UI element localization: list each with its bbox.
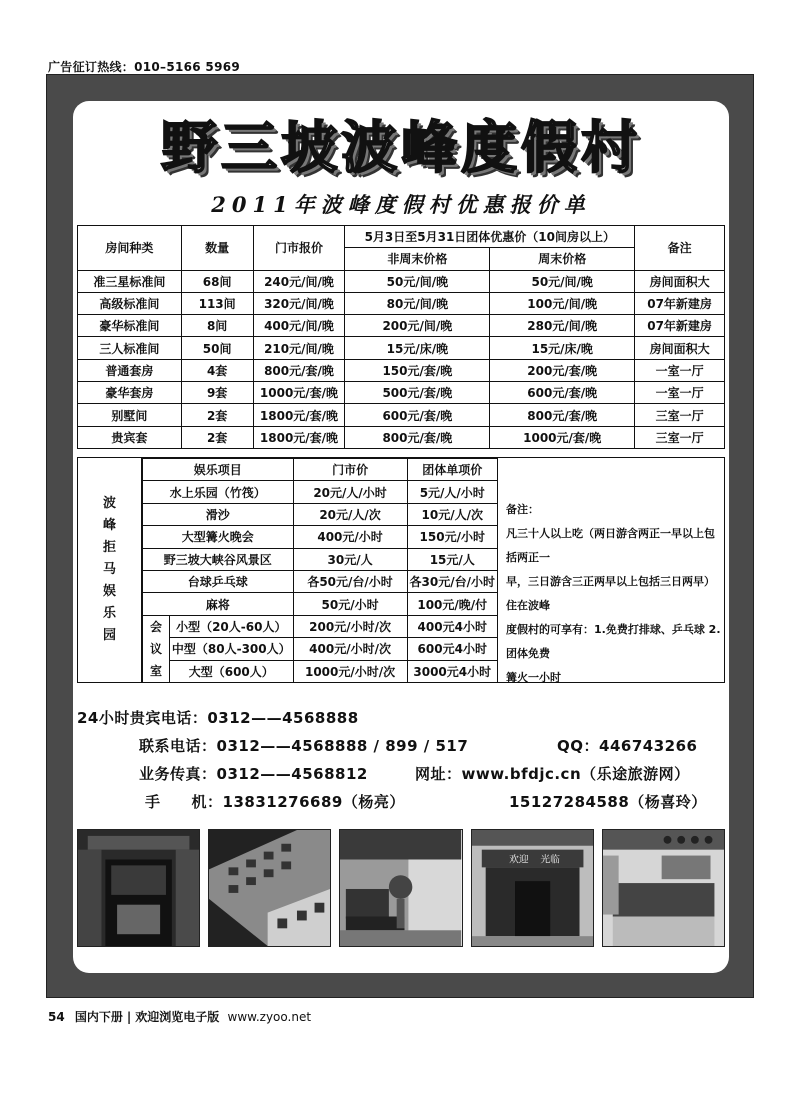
room-rack: 1000元/套/晚 xyxy=(253,382,345,404)
table-row xyxy=(78,404,725,426)
meeting-rack: 200元/小时/次 xyxy=(293,615,407,637)
col-header-group-rate: 5月3日至5月31日团体优惠价（10间房以上） xyxy=(345,226,635,248)
note-title: 备注： xyxy=(506,503,539,516)
meeting-group: 400元4小时 xyxy=(407,615,497,637)
activity-group: 各30元/台/小时 xyxy=(407,570,497,592)
table-row xyxy=(78,382,725,404)
footer-slogan: 欢迎浏览电子版 xyxy=(135,1010,220,1024)
room-type: 准三星标准间 xyxy=(78,270,182,292)
entertainment-section xyxy=(77,457,725,683)
room-weekend: 50元/间/晚 xyxy=(490,270,635,292)
contact-phone-line xyxy=(139,735,468,756)
table-row xyxy=(143,481,498,503)
side-char: 乐 xyxy=(102,606,116,621)
activity-rack: 400元/小时 xyxy=(293,526,407,548)
welcome-sign-text-2: 光临 xyxy=(540,854,560,866)
table-row xyxy=(78,270,725,292)
activity-rack: 20元/人/小时 xyxy=(293,481,407,503)
room-note: 一室一厅 xyxy=(635,359,725,381)
table-row xyxy=(78,315,725,337)
lobby-entrance-photo xyxy=(77,829,200,947)
room-qty: 50间 xyxy=(181,337,253,359)
ad-hotline: 广告征订热线：010–5166 5969 xyxy=(48,60,241,74)
room-weekday: 150元/套/晚 xyxy=(345,359,490,381)
activity-rack: 20元/人/次 xyxy=(293,503,407,525)
col-header-note: 备注 xyxy=(635,226,725,271)
room-type: 豪华标准间 xyxy=(78,315,182,337)
activity-group: 5元/人/小时 xyxy=(407,481,497,503)
room-weekday: 50元/间/晚 xyxy=(345,270,490,292)
col-header-activity: 娱乐项目 xyxy=(143,459,294,481)
room-weekday: 200元/间/晚 xyxy=(345,315,490,337)
page-footer: 54 国内下册 | 欢迎浏览电子版 www.zyoo.net xyxy=(48,1010,312,1024)
room-weekend: 15元/床/晚 xyxy=(490,337,635,359)
hotel-building-photo xyxy=(208,829,331,947)
vip-phone-value: 0312——4568888 xyxy=(207,709,359,727)
meeting-rack: 400元/小时/次 xyxy=(293,638,407,660)
reception-desk-photo xyxy=(602,829,725,947)
activity-name: 水上乐园（竹筏） xyxy=(143,481,294,503)
meeting-size: 小型（20人-60人） xyxy=(169,615,293,637)
vip-phone-line xyxy=(77,707,359,728)
room-type: 别墅间 xyxy=(78,404,182,426)
room-type: 贵宾套 xyxy=(78,426,182,448)
table-row xyxy=(143,638,498,660)
activity-name: 麻将 xyxy=(143,593,294,615)
room-weekday: 600元/套/晚 xyxy=(345,404,490,426)
fax-label: 业务传真： xyxy=(139,765,217,783)
room-rack: 1800元/套/晚 xyxy=(253,426,345,448)
table-row xyxy=(143,526,498,548)
note-line: 凡三十人以上吃（两日游含两正一早以上包括两正一 xyxy=(506,527,715,564)
meeting-char: 室 xyxy=(149,663,162,678)
room-qty: 2套 xyxy=(181,404,253,426)
note-line: 篝火一小时 xyxy=(506,671,561,684)
room-type: 豪华套房 xyxy=(78,382,182,404)
activity-name: 滑沙 xyxy=(143,503,294,525)
activity-group: 100元/晚/付 xyxy=(407,593,497,615)
vip-phone-label: 24小时贵宾电话： xyxy=(77,709,208,727)
room-weekend: 600元/套/晚 xyxy=(490,382,635,404)
room-weekday: 500元/套/晚 xyxy=(345,382,490,404)
room-weekend: 1000元/套/晚 xyxy=(490,426,635,448)
col-header-quantity: 数量 xyxy=(181,226,253,271)
entertainment-park-label xyxy=(78,458,142,682)
ad-card xyxy=(73,101,729,973)
table-row xyxy=(143,615,498,637)
side-char: 园 xyxy=(102,628,116,643)
room-qty: 68间 xyxy=(181,270,253,292)
qq-line xyxy=(557,735,697,756)
mobile-value-2: 15127284588（杨喜玲） xyxy=(509,793,707,811)
table-row xyxy=(143,570,498,592)
note-line: 度假村的可享有：1.免费打排球、乒乓球 2.团体免费 xyxy=(506,623,721,660)
price-list-subtitle: 2011年波峰度假村优惠报价单 xyxy=(211,192,591,217)
website-value: www.bfdjc.cn（乐途旅游网） xyxy=(461,765,690,783)
contact-phone-value: 0312——4568888 / 899 / 517 xyxy=(216,737,469,755)
room-weekend: 800元/套/晚 xyxy=(490,404,635,426)
table-row xyxy=(143,503,498,525)
welcome-sign-text-1: 欢迎 xyxy=(508,854,529,866)
col-header-room-type: 房间种类 xyxy=(78,226,182,271)
meeting-char: 会 xyxy=(149,619,162,634)
room-weekday: 80元/间/晚 xyxy=(345,292,490,314)
col-header-rack-price: 门市价 xyxy=(293,459,407,481)
room-note: 房间面积大 xyxy=(635,337,725,359)
room-weekend: 200元/套/晚 xyxy=(490,359,635,381)
meeting-group: 600元4小时 xyxy=(407,638,497,660)
meeting-rack: 1000元/小时/次 xyxy=(293,660,407,682)
room-type: 高级标准间 xyxy=(78,292,182,314)
mobile-line-2 xyxy=(509,791,707,812)
table-row xyxy=(78,426,725,448)
website-line xyxy=(415,763,690,784)
resort-brand-title: 野三坡波峰度假村 xyxy=(161,115,641,181)
fax-value: 0312——4568812 xyxy=(216,765,368,783)
col-header-group-price: 团体单项价 xyxy=(407,459,497,481)
fax-line xyxy=(139,763,368,784)
table-row xyxy=(78,292,725,314)
col-header-weekend: 周末价格 xyxy=(490,248,635,270)
mobile-label: 手 机： xyxy=(145,793,223,811)
qq-label: QQ： xyxy=(557,737,600,755)
room-type: 普通套房 xyxy=(78,359,182,381)
activity-rack: 50元/小时 xyxy=(293,593,407,615)
website-label: 网址： xyxy=(415,765,462,783)
table-row xyxy=(143,660,498,682)
side-char: 马 xyxy=(102,562,116,577)
room-rack: 210元/间/晚 xyxy=(253,337,345,359)
room-note: 三室一厅 xyxy=(635,426,725,448)
side-char: 娱 xyxy=(102,584,116,599)
col-header-weekday: 非周末价格 xyxy=(345,248,490,270)
room-price-table xyxy=(77,225,725,449)
table-row xyxy=(78,337,725,359)
room-weekend: 280元/间/晚 xyxy=(490,315,635,337)
meeting-group: 3000元4小时 xyxy=(407,660,497,682)
room-note: 07年新建房 xyxy=(635,292,725,314)
meeting-size: 中型（80人-300人） xyxy=(169,638,293,660)
room-note: 一室一厅 xyxy=(635,382,725,404)
qq-value: 446743266 xyxy=(599,737,698,755)
resort-photo-strip xyxy=(77,829,725,947)
activity-name: 大型篝火晚会 xyxy=(143,526,294,548)
room-rack: 400元/间/晚 xyxy=(253,315,345,337)
activity-name: 台球乒乓球 xyxy=(143,570,294,592)
side-char: 峰 xyxy=(102,518,116,533)
room-note: 三室一厅 xyxy=(635,404,725,426)
room-qty: 113间 xyxy=(181,292,253,314)
footer-url: www.zyoo.net xyxy=(227,1010,312,1024)
entertainment-price-table xyxy=(142,458,498,683)
table-row xyxy=(143,548,498,570)
room-note: 07年新建房 xyxy=(635,315,725,337)
ad-frame xyxy=(46,74,754,998)
welcome-gate-photo xyxy=(471,829,594,947)
room-rack: 1800元/套/晚 xyxy=(253,404,345,426)
col-header-rack-rate: 门市报价 xyxy=(253,226,345,271)
room-weekday: 15元/床/晚 xyxy=(345,337,490,359)
room-qty: 4套 xyxy=(181,359,253,381)
side-char: 拒 xyxy=(102,540,116,555)
activity-group: 150元/小时 xyxy=(407,526,497,548)
note-line: 早，三日游含三正两早以上包括三日两早）住在波峰 xyxy=(506,575,715,612)
activity-group: 15元/人 xyxy=(407,548,497,570)
room-rack: 800元/套/晚 xyxy=(253,359,345,381)
contact-phone-label: 联系电话： xyxy=(139,737,217,755)
room-weekend: 100元/间/晚 xyxy=(490,292,635,314)
room-rack: 240元/间/晚 xyxy=(253,270,345,292)
mobile-value-1: 13831276689（杨亮） xyxy=(222,793,405,811)
meeting-char: 议 xyxy=(149,641,162,656)
meeting-size: 大型（600人） xyxy=(169,660,293,682)
room-qty: 2套 xyxy=(181,426,253,448)
table-row xyxy=(143,593,498,615)
page-number: 54 xyxy=(48,1010,65,1024)
section-name: 国内下册 xyxy=(74,1010,123,1024)
room-weekday: 800元/套/晚 xyxy=(345,426,490,448)
room-qty: 8间 xyxy=(181,315,253,337)
mobile-line xyxy=(145,791,405,812)
activity-group: 10元/人/次 xyxy=(407,503,497,525)
table-row xyxy=(78,359,725,381)
room-type: 三人标准间 xyxy=(78,337,182,359)
activity-rack: 各50元/台/小时 xyxy=(293,570,407,592)
meeting-room-label xyxy=(143,615,170,682)
room-qty: 9套 xyxy=(181,382,253,404)
room-note: 房间面积大 xyxy=(635,270,725,292)
activity-rack: 30元/人 xyxy=(293,548,407,570)
room-rack: 320元/间/晚 xyxy=(253,292,345,314)
group-benefit-note xyxy=(506,498,722,690)
side-char: 波 xyxy=(102,496,116,511)
lounge-interior-photo xyxy=(339,829,462,947)
activity-name: 野三坡大峡谷风景区 xyxy=(143,548,294,570)
